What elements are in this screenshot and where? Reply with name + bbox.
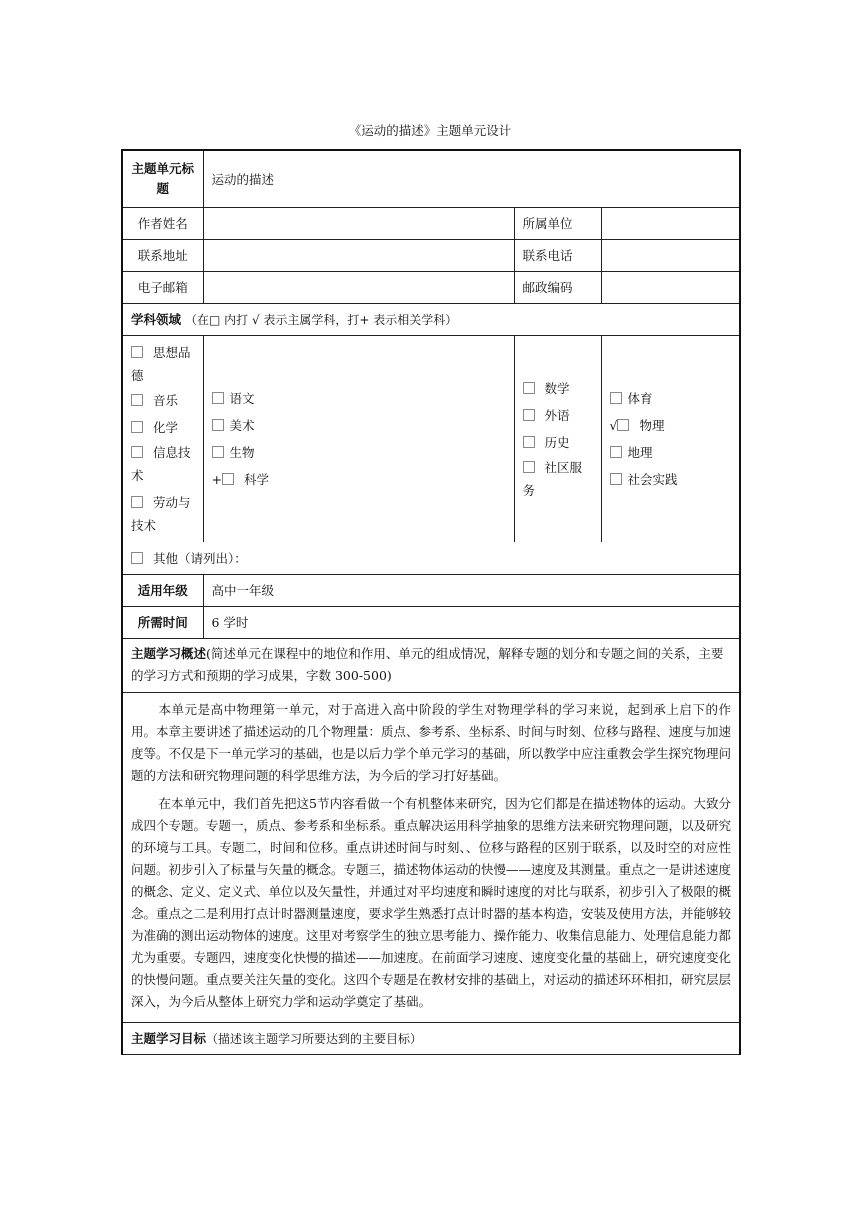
overview-label: 主题学习概述 [131,646,207,661]
subject-label: 生物 [229,444,255,460]
checkbox-icon[interactable] [610,473,622,485]
checkbox-icon[interactable] [617,419,629,431]
overview-paragraph-1: 本单元是高中物理第一单元，对于高进入高中阶段的学生对物理学科的学习来说，起到承上启下的作用。本章主要讲述了描述运动的几个物理量：质点、参考系、坐标系、时间与时刻、位移与路程、速度与加速度等。不仅是下一单元学习的基础，也是以后力学个单元学习的基础，所以教学中应注重教会学生探究物理问题的方法和研究物理问题的科学思维方法，为今后的学习打好基础。 [131,701,732,783]
email-field[interactable] [203,271,514,303]
checkbox-icon[interactable] [131,421,143,433]
subject-area-note: （在□ 内打 √ 表示主属学科，打+ 表示相关学科） [185,313,458,327]
subject-label: 音乐 [152,392,178,408]
author-label: 作者姓名 [122,207,203,239]
subject-label: 地理 [627,444,653,460]
subject-col-2 [203,335,514,542]
subject-label: 劳动与技术 [131,494,191,533]
unit-title-label: 主题单元标题 [122,150,203,207]
subject-label: 社区服务 [522,460,582,499]
related-mark: + [211,471,222,487]
unit-design-form [121,149,739,1055]
subject-label: 物理 [639,417,665,433]
checkbox-icon[interactable] [212,419,224,431]
goals-label: 主题学习目标 [131,1031,207,1046]
phone-field[interactable] [601,239,740,271]
subject-option[interactable] [610,412,732,439]
subject-label: 社会实践 [627,471,678,487]
subject-option[interactable] [212,385,506,412]
subject-option[interactable] [131,441,195,487]
subject-option[interactable] [131,341,195,387]
subject-label: 美术 [229,417,255,433]
checkbox-icon[interactable] [131,346,143,358]
subject-area-label: 学科领域 [131,312,182,327]
subject-option[interactable] [131,491,195,537]
subject-label: 信息技术 [131,444,191,483]
other-subject-label: 其他（请列出）： [152,550,247,566]
unit-label: 所属单位 [514,207,601,239]
checkbox-icon[interactable] [610,446,622,458]
checkbox-icon[interactable] [131,446,143,458]
address-label: 联系地址 [122,239,203,271]
subject-label: 化学 [152,419,178,435]
checkbox-icon[interactable] [523,409,535,421]
checkbox-icon[interactable] [523,382,535,394]
grade-label: 适用年级 [122,574,203,606]
overview-body[interactable] [122,692,740,1022]
email-label: 电子邮箱 [122,271,203,303]
subject-option[interactable] [131,387,195,414]
subject-option[interactable] [523,402,593,429]
subject-option[interactable] [610,385,732,412]
overview-paragraph-2: 在本单元中，我们首先把这5节内容看做一个有机整体来研究，因为它们都是在描述物体的运动。大致分成四个专题。专题一，质点、参考系和坐标系。重点解决运用科学抽象的思维方法来研究物理问题，以及研究的环境与工具。专题二，时间和位移。重点讲述时间与时刻、、位移与路程的区别于联系，以及时空的对应性问题。初步引入了标量与矢量的概念。专题三，描述物体运动的快慢——速度及其测量。重点之一是讲述速度的概念、定义、定义式、单位以及矢量性，并通过对平均速度和瞬时速度的对比与联系，初步引入了极限的概念。重点之二是利用打点计时器测量速度，要求学生熟悉打点计时器的基本构造，安装及使用方法，并能够较为准确的测出运动物体的速度。这里对考察学生的独立思考能力、操作能力、收集信息能力、处理信息能力都尤为重要。专题四，速度变化快慢的描述——加速度。在前面学习速度、速度变化量的基础上，研究速度变化的快慢问题。重点要关注矢量的变化。这四个专题是在教材安排的基础上，对运动的描述环环相扣，研究层层深入，为今后从整体上研究力学和运动学奠定了基础。 [131,795,732,1009]
address-field[interactable] [203,239,514,271]
postcode-label: 邮政编码 [514,271,601,303]
subject-option[interactable] [610,439,732,466]
subject-option[interactable] [523,456,593,502]
time-label: 所需时间 [122,606,203,638]
subject-col-4 [601,335,740,542]
subject-label: 体育 [627,390,653,406]
subject-option[interactable] [212,466,506,493]
subject-option[interactable] [212,439,506,466]
subject-area-header [122,303,740,335]
unit-field[interactable] [601,207,740,239]
author-field[interactable] [203,207,514,239]
checkbox-icon[interactable] [131,552,143,564]
time-value[interactable]: 6 学时 [203,606,740,638]
overview-header [122,638,740,692]
subject-option[interactable] [131,414,195,441]
goals-header [122,1022,740,1054]
checkbox-icon[interactable] [131,496,143,508]
goals-note: （描述该主题学习所要达到的主要目标） [206,1032,423,1046]
subject-option[interactable] [523,375,593,402]
document-title: 《运动的描述》主题单元设计 [348,123,512,138]
checkbox-icon[interactable] [523,436,535,448]
main-mark: √ [609,417,618,433]
subject-label: 科学 [243,471,269,487]
subject-label: 思想品德 [131,344,191,383]
checkbox-icon[interactable] [222,473,234,485]
overview-note: (简述单元在课程中的地位和作用、单元的组成情况，解释专题的划分和专题之间的关系，主要的学习方式和预期的学习成果，字数 300-500) [131,646,724,683]
subject-col-3 [514,335,601,542]
checkbox-icon[interactable] [131,394,143,406]
form-table [121,149,741,1055]
checkbox-icon[interactable] [523,461,535,473]
subject-option[interactable] [523,429,593,456]
subject-option[interactable] [212,412,506,439]
checkbox-icon[interactable] [212,392,224,404]
subject-label: 外语 [544,408,570,424]
grade-value[interactable]: 高中一年级 [203,574,740,606]
subject-label: 历史 [544,435,570,451]
subject-col-1 [122,335,203,542]
checkbox-icon[interactable] [212,446,224,458]
subject-label: 语文 [229,390,255,406]
other-subject-row[interactable] [122,542,740,574]
checkbox-icon[interactable] [610,392,622,404]
phone-label: 联系电话 [514,239,601,271]
postcode-field[interactable] [601,271,740,303]
subject-option[interactable] [610,466,732,493]
subject-label: 数学 [544,381,570,397]
unit-title-value[interactable]: 运动的描述 [203,150,740,207]
